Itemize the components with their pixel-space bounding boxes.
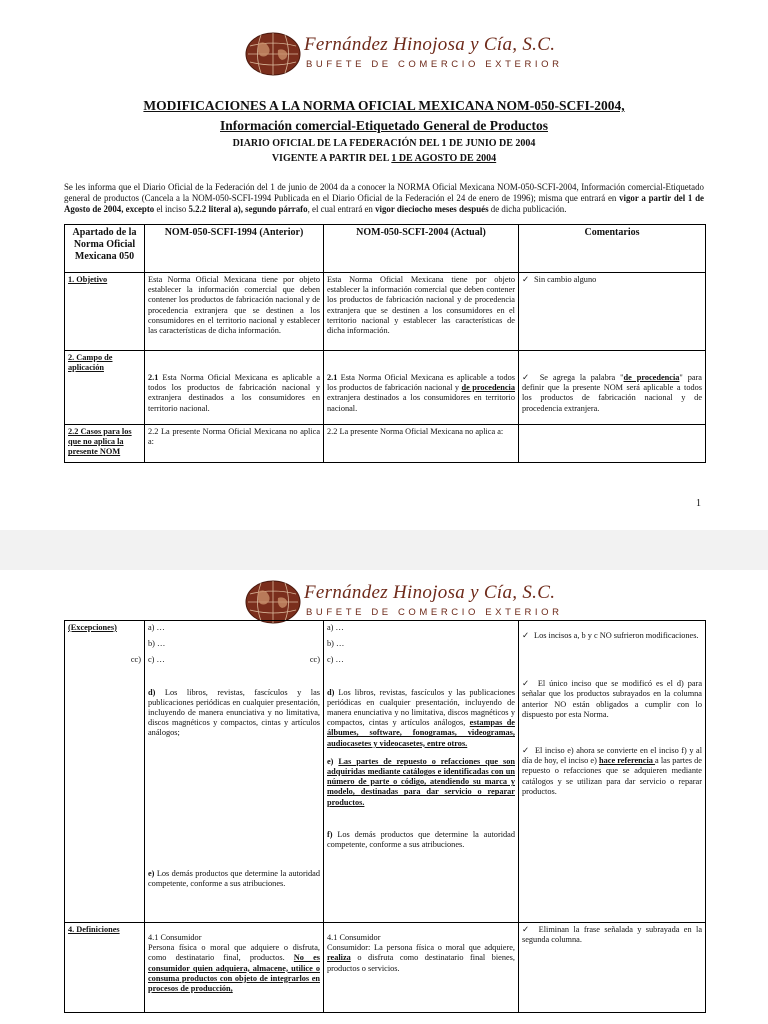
firm-logo: [244, 30, 563, 80]
checkmark-icon: ✓: [522, 925, 532, 934]
comparison-table-page-2: [64, 620, 706, 1013]
checkmark-icon: ✓: [522, 275, 529, 284]
excepciones-comentario: ✓ Los incisos a, b y c NO sufrieron modificaciones. ✓ El único inciso que se modificó es el d) para señalar que los productos subrayados en la columna anterior NO están obligados a cumplir con lo dispuesto por esta Norma. ✓ El inciso e) ahora se convierte en el inciso f) y al día de hoy, el inciso e) hace referencia a las partes de repuesto o refacciones que se adquieren mediante catálogos y se utilizan para dar servicio o reparar productos.: [519, 621, 706, 923]
publication-line: DIARIO OFICIAL DE LA FEDERACIÓN DEL 1 DE JUNIO DE 2004: [232, 138, 536, 149]
table-header-row: [65, 225, 706, 273]
globe-icon: [244, 578, 304, 626]
firm-name: Fernández Hinojosa y Cía, S.C.: [304, 582, 556, 603]
campo-actual: 2.1 Esta Norma Oficial Mexicana es aplicable a todos los productos de fabricación nacional y de procedencia extranjera destinados a los consumidores en territorio nacional.: [324, 351, 519, 425]
checkmark-icon: ✓: [522, 373, 532, 382]
cc-marker: cc): [130, 655, 141, 664]
header-actual: NOM-050-SCFI-2004 (Actual): [324, 225, 519, 273]
row-label-objetivo: 1. Objetivo: [65, 273, 145, 351]
definiciones-comentario: ✓ Eliminan la frase señalada y subrayada en la segunda columna.: [519, 923, 706, 1013]
row-label-definiciones: 4. Definiciones: [65, 923, 145, 1013]
table-row: [65, 273, 706, 351]
checkmark-icon: ✓: [522, 631, 529, 640]
comparison-table-page-1: [64, 224, 706, 463]
page-number: 1: [696, 498, 701, 509]
table-row: [65, 425, 706, 463]
page-separator: [0, 530, 768, 570]
table-row: [65, 621, 706, 923]
row-label-excepciones: (Excepciones) cc): [65, 621, 145, 923]
definiciones-actual: 4.1 Consumidor Consumidor: La persona física o moral que adquiere, realiza o disfruta como destinatario final bienes, productos o servicios.: [324, 923, 519, 1013]
objetivo-comentario: ✓ Sin cambio alguno: [519, 273, 706, 351]
globe-icon: [244, 30, 304, 78]
casos-actual: 2.2 La presente Norma Oficial Mexicana no aplica a:: [324, 425, 519, 463]
row-label-campo: 2. Campo de aplicación: [65, 351, 145, 425]
row-label-casos: 2.2 Casos para los que no aplica la presente NOM: [65, 425, 145, 463]
intro-paragraph: Se les informa que el Diario Oficial de la Federación del 1 de junio de 2004 da a conocer la NORMA Oficial Mexicana NOM-050-SCFI-2004, Información comercial-Etiquetado general de productos (Cancela a la NOM-050-SCFI-1994 Publicada en el Diario Oficial de la Federación el 24 de enero de 1996); misma que entrará en vigor a partir del 1 de Agosto de 2004, excepto el inciso 5.2.2 literal a), segundo párrafo, el cual entrará en vigor dieciocho meses después de dicha publicación.: [64, 182, 704, 214]
header-comentarios: Comentarios: [519, 225, 706, 273]
header-apartado: Apartado de la Norma Oficial Mexicana 050: [65, 225, 145, 273]
firm-tagline: BUFETE DE COMERCIO EXTERIOR: [306, 59, 563, 70]
campo-anterior: 2.1 Esta Norma Oficial Mexicana es aplicable a todos los productos de fabricación nacional y extranjera destinados a los consumidores en territorio nacional.: [145, 351, 324, 425]
table-row: [65, 351, 706, 425]
casos-comentario: [519, 425, 706, 463]
checkmark-icon: ✓: [522, 746, 530, 756]
header-anterior: NOM-050-SCFI-1994 (Anterior): [145, 225, 324, 273]
firm-name: Fernández Hinojosa y Cía, S.C.: [304, 34, 556, 55]
cc-marker: cc): [309, 655, 320, 664]
casos-anterior: 2.2 La presente Norma Oficial Mexicana no aplica a:: [145, 425, 324, 463]
excepciones-actual: a) … b) … c) … d) Los libros, revistas, fascículos y las publicaciones periódicas en cualquier presentación, incluyendo de manera enunciativa y no limitativa, discos magnéticos y compactos, cintas y artículos análogos, estampas de álbumes, software, fonogramas, videogramas, audiocasetes y videocasetes, entre otros. e) Las partes de repuesto o refacciones que son adquiridas mediante catálogos e identificadas con un número de parte o código, atendiendo su marca y modelo, destinadas para dar servicio o reparar productos. f) Los demás productos que determine la autoridad competente, conforme a sus atribuciones.: [324, 621, 519, 923]
effective-date-line: VIGENTE A PARTIR DEL 1 DE AGOSTO DE 2004: [271, 153, 497, 164]
objetivo-actual: Esta Norma Oficial Mexicana tiene por objeto establecer la información comercial que deben contener los productos de fabricación nacional y de procedencia extranjera que se destinen a los consumidores en el territorio nacional y establecer las características de dicha información.: [324, 273, 519, 351]
document-title: MODIFICACIONES A LA NORMA OFICIAL MEXICANA NOM-050-SCFI-2004,: [143, 98, 625, 113]
campo-comentario: ✓ Se agrega la palabra "de procedencia" para definir que la presente NOM será aplicable a todos los productos de fabricación nacional y de procedencia extranjera.: [519, 351, 706, 425]
effective-date: 1 DE AGOSTO DE 2004: [391, 153, 497, 164]
table-row: [65, 923, 706, 1013]
excepciones-anterior: a) … b) … c) … d) Los libros, revistas, fascículos y las publicaciones periódicas en cualquier presentación, incluyendo de manera enunciativa y no limitativa, discos magnéticos y compactos, cintas y artículos análogos; e) Los demás productos que determine la autoridad competente, conforme a sus atribuciones. cc): [145, 621, 324, 923]
checkmark-icon: ✓: [522, 679, 531, 689]
objetivo-anterior: Esta Norma Oficial Mexicana tiene por objeto establecer la información comercial que deben contener los productos de fabricación nacional y de procedencia extranjera que se destinen a los consumidores en el territorio nacional y establecer las características de dicha información.: [145, 273, 324, 351]
firm-tagline: BUFETE DE COMERCIO EXTERIOR: [306, 607, 563, 618]
document-subtitle: Información comercial-Etiquetado General de Productos: [220, 118, 548, 133]
definiciones-anterior: 4.1 Consumidor Persona física o moral que adquiere o disfruta, como destinatario final, productos. No es consumidor quien adquiera, almacene, utilice o consuma productos con objeto de integrarlos en procesos de producción,: [145, 923, 324, 1013]
page-2: [0, 570, 768, 1024]
